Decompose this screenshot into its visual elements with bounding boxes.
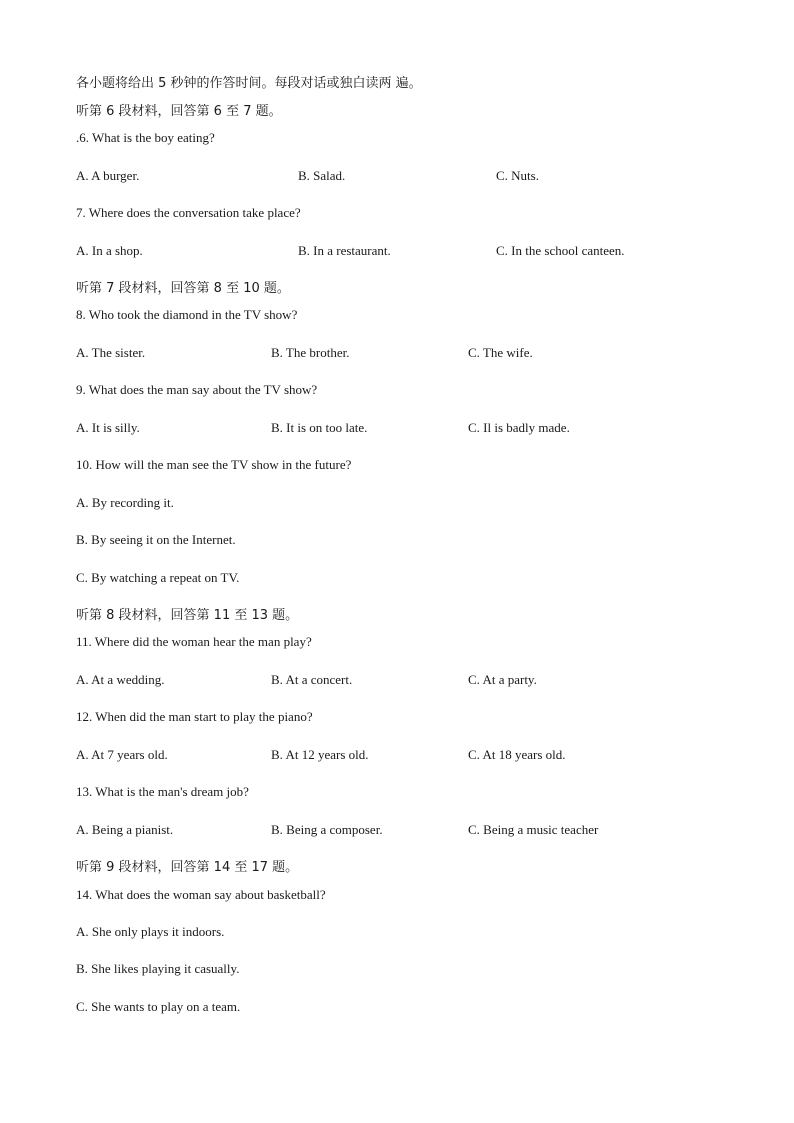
question-stem: 13. What is the man's dream job?: [76, 784, 249, 799]
question-stem: 10. How will the man see the TV show in the future?: [76, 457, 352, 472]
option-b: B. It is on too late.: [271, 420, 368, 435]
option-b: B. Being a composer.: [271, 822, 383, 837]
section-heading: 听第 7 段材料，回答第 8 至 10 题。: [76, 281, 290, 296]
section-heading: 听第 9 段材料，回答第 14 至 17 题。: [76, 860, 299, 875]
option-b: B. She likes playing it casually.: [76, 961, 240, 976]
option-a: A. At 7 years old.: [76, 747, 168, 762]
question-stem: 11. Where did the woman hear the man play?: [76, 634, 312, 649]
option-a: A. At a wedding.: [76, 672, 165, 687]
question-stem: 9. What does the man say about the TV show?: [76, 382, 318, 397]
question-stem: 8. Who took the diamond in the TV show?: [76, 307, 298, 322]
section-heading: 听第 8 段材料，回答第 11 至 13 题。: [76, 608, 299, 623]
option-b: B. The brother.: [271, 345, 350, 360]
option-a: A. In a shop.: [76, 243, 143, 258]
option-c: C. Nuts.: [496, 168, 539, 183]
option-a: A. A burger.: [76, 168, 140, 183]
question-stem: 14. What does the woman say about basketball?: [76, 887, 326, 902]
instruction-text: 各小题将给出 5 秒钟的作答时间。每段对话或独白读两 遍。: [76, 76, 422, 91]
option-a: A. The sister.: [76, 345, 146, 360]
question-stem: 7. Where does the conversation take place?: [76, 205, 301, 220]
option-a: A. She only plays it indoors.: [76, 924, 225, 939]
option-a: A. Being a pianist.: [76, 822, 174, 837]
option-b: B. By seeing it on the Internet.: [76, 532, 236, 547]
option-b: B. At a concert.: [271, 672, 353, 687]
option-c: C. Il is badly made.: [468, 420, 570, 435]
option-c: C. At 18 years old.: [468, 747, 566, 762]
option-a: A. By recording it.: [76, 495, 174, 510]
section-heading: 听第 6 段材料，回答第 6 至 7 题。: [76, 104, 282, 119]
option-b: B. At 12 years old.: [271, 747, 369, 762]
option-c: C. In the school canteen.: [496, 243, 625, 258]
question-stem: 12. When did the man start to play the piano?: [76, 709, 313, 724]
option-b: B. In a restaurant.: [298, 243, 391, 258]
option-c: C. She wants to play on a team.: [76, 999, 241, 1014]
option-b: B. Salad.: [298, 168, 346, 183]
option-a: A. It is silly.: [76, 420, 140, 435]
option-c: C. At a party.: [468, 672, 537, 687]
option-c: C. The wife.: [468, 345, 533, 360]
option-c: C. Being a music teacher: [468, 822, 599, 837]
option-c: C. By watching a repeat on TV.: [76, 570, 240, 585]
question-stem: .6. What is the boy eating?: [76, 130, 215, 145]
